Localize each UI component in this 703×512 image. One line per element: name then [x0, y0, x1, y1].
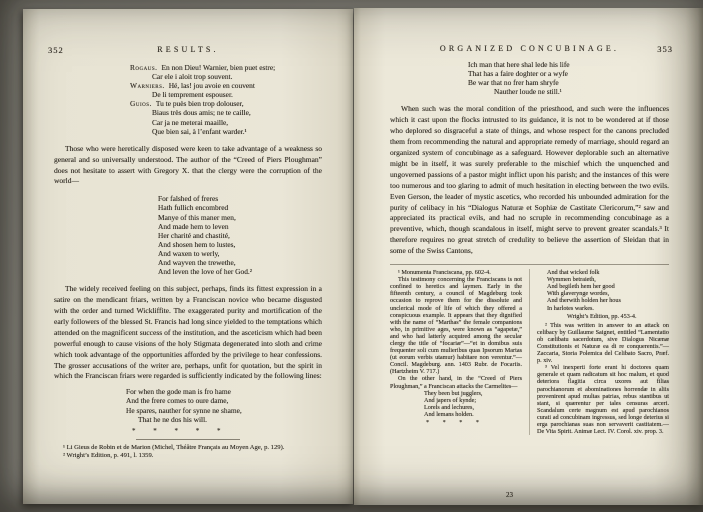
opening-verse [468, 60, 669, 96]
verse-text: Car ja ne meterai maaille, [152, 117, 229, 127]
verse-line [130, 63, 322, 72]
footnote: This testimony concerning the Franciscans is not confined to heretics and laymen. Early in the fifteenth century, a council of Magdeburg took occasion to reprove them for the dissolute and unclerical mode of life of which they offered a conspicuous example. It appears that they dignified with the name of “Marthas” the female companions who, in primitive ages, were known as “agapetæ,” and who had latterly acquired among the secular clergy the title of “focariæ”—“et in domibus suis frequenter soli cum mulieribus quas Ipsorum Martas (ut eorum verbis utamur) habitare non verentur.”—Concil. Magdeburg. ann. 1403 Rubr. de Focariis. (Hartzheim V. 717.) [390, 276, 522, 376]
verse-line [130, 108, 322, 117]
asterisk-row: * * * * * [132, 426, 221, 435]
verse-attribution: Wright’s Edition, pp. 453-4. [567, 312, 637, 320]
verse-line: Hath fullich encombred [158, 203, 229, 213]
paragraph: When such was the moral condition of the priesthood, and such were the influences which it cast upon the flocks intrusted to its guidance, it is not to be wondered at if those who deplored so disgraceful a state of things, and whose respect for the canons precluded them from recommending the natural and appropriate remedy of marriage, should regard an organized system of concubinage as a safeguard. However deplorable such an alternative might be in itself, it was surely preferable to the mischief which the unquenched and ungoverned passions of a pastor might inflict upon his parish; and the instances of this were too numerous and too glaring to admit of much hesitation in electing between the two evils. Even Gerson, the leader of mystic ascetics, who recorded his unbounded admiration for the purity of celibacy in his “Dialogus Naturæ et Sophiæ de Castitate Clericorum,”² saw and appreciated its practical evils, and had no scruple in recommending concubinage as a preventive, which, though scandalous in itself, might serve to prevent greater scandals.³ It therefore requires no great stretch of credulity to believe the assertion of Sleidan that in some of the Swiss Cantons, [390, 104, 669, 256]
footnote: ³ Vel inexperti forte erant hi doctores quam generale et quam radicatum sit hoc malum, et quod deteriora flagitia circa uxores aut filias parochianorum et abominationes horrendæ in aliis provenirent apud multas patrias, rebus stantibus ut stant, si quærentur per tales censuras arceri. Scandalum certe magnum est apud parochianos curati ad concubinam ingressus, sed longe deterius si erga parochianas suas non servaverit castitatem.—De Vita Spirit. Animæ Lect. IV. Corol. xiv. prop. 3. [537, 364, 669, 436]
verse-text: Car ele i aloit trop souvent. [152, 72, 233, 82]
verse-line: And lemans holden. [424, 410, 474, 418]
verse-line: And the frere comes to oure dame, [126, 396, 229, 406]
page-number: 353 [657, 44, 673, 54]
verse-line: Nauther loude ne still.¹ [494, 87, 562, 97]
verse-line [130, 118, 322, 127]
left-page-header [48, 45, 322, 56]
asterisk-row: * * * * [426, 419, 480, 427]
footnote: On the other hand, in the “Creed of Piers Ploughman,” a Franciscan attacks the Carmelites— [390, 375, 522, 390]
footnote-column-1 [390, 269, 522, 435]
page-number: 352 [48, 45, 64, 55]
verse-line: And made hem to leven [158, 221, 229, 231]
verse-text: Tu te puès bien trop dolouser, [155, 99, 244, 109]
right-footnotes [390, 264, 669, 435]
verse-line [130, 72, 322, 81]
verse-line: And wayven the trewethe, [158, 258, 236, 268]
verse-line: For when the gode man is fro hame [126, 387, 231, 397]
signature-mark: 23 [506, 491, 513, 499]
running-head: ORGANIZED CONCUBINAGE. [439, 44, 620, 53]
verse-line: They been but jugglers, [424, 389, 483, 397]
left-footnotes [54, 444, 322, 460]
verse-text: En non Dieu! Warnier, bien puet estre; [161, 63, 276, 72]
verse-text: Hé, las! jou avoie en couvent [168, 81, 255, 91]
verse-line: That he ne dos his will. [138, 414, 207, 424]
verse-speaker: Warniers. [130, 81, 165, 91]
verse-line: Wymmen betraieth, [547, 276, 596, 284]
satire-verse [126, 387, 322, 423]
verse-line: And japers of kynde; [424, 396, 477, 404]
verse-line: And therwith holden her hous [547, 297, 621, 305]
verse-line: Ich man that here shal lede his life [468, 60, 570, 69]
creed-verse [158, 194, 322, 276]
verse-line [130, 90, 322, 99]
verse-line: For falshed of freres [158, 194, 219, 204]
verse-line: With glaverynge wordes, [547, 290, 610, 298]
verse-line [130, 99, 322, 108]
verse-line: In harlotes warkes. [547, 304, 594, 312]
footnote-rule [136, 439, 240, 440]
verse-speaker: Guios. [130, 99, 152, 109]
verse-line: Lorels and lechures, [424, 403, 474, 411]
footnote-column-2 [529, 269, 669, 435]
verse-line: And leven the love of her God.² [158, 267, 252, 277]
verse-line: Be war that no frer ham shryfe [468, 78, 559, 88]
verse-line: He spares, nauther for synne ne shame, [126, 405, 242, 415]
verse-line: Her charité and chastité, [158, 230, 230, 240]
wicked-folk-verse [547, 269, 669, 312]
verse-text: De li temprement espouser. [152, 90, 233, 100]
left-page-content [23, 9, 353, 504]
french-dialogue-verse [130, 63, 322, 136]
verse-speaker: Rogaus. [130, 63, 158, 72]
left-page [23, 9, 353, 504]
verse-line: And shosen hem to lustes, [158, 239, 236, 249]
right-page [354, 8, 703, 505]
verse-line: That has a faire doghter or a wyfe [468, 69, 568, 79]
verse-line [130, 127, 322, 136]
right-page-header [390, 44, 673, 55]
running-head: RESULTS. [157, 45, 219, 54]
footnote: ² Wright’s Edition, p. 491, l. 1359. [63, 451, 154, 459]
paragraph: The widely received feeling on this subject, perhaps, finds its fittest expression in a satire on the mendicant friars, written by a Franciscan novice who became disgusted with the order and turned Wickliffite. The exaggerated purity and mortification of the early followers of the blessed St. Francis had long since yielded to the temptations which attended on the magnificent success of the institution, and the asceticism which had been powerful enough to cause visions of the holy Stigmata degenerated into sloth and crime which took advantage of the opportunities afforded by the privilege to hear confessions. The grosser accusations of the writer are, perhaps, unfit for quotation, but the spirit in which the Franciscan friars were regarded is sufficiently indicated by the following lines: [54, 284, 322, 381]
verse-line: And begileth hem her good [547, 283, 615, 291]
verse-text: Que bien sai, à l’enfant warder.¹ [152, 126, 247, 136]
footnote: ¹ Monumenta Franciscana, pp. 602-4. [398, 269, 491, 277]
paragraph: Those who were heretically disposed were keen to take advantage of a weakness so general and so universally understood. The author of the “Creed of Piers Ploughman” does not hesitate to assert with Gregory X. that the clergy were the corruption of the world— [54, 143, 322, 186]
footnote: ¹ Li Gieus de Robin et de Marion (Michel, Théâtre Français au Moyen Age, p. 129). [63, 443, 285, 451]
verse-line: Manye of this maner men, [158, 212, 236, 222]
verse-line: And waxen to werly, [158, 248, 220, 258]
verse-line [130, 81, 322, 90]
right-page-content [354, 8, 703, 505]
verse-text: Biaus très dous amis; ne te caille, [152, 108, 251, 118]
verse-line: And that wicked folk [547, 269, 600, 277]
footnote: ² This was written in answer to an attack on celibacy by Guillaume Saignet, entitled “Lamentatio ob cælibatu sacerdotum, sive Dialogus Nicænæ Constitutionis et Naturæ ea di re conquerentis.”—Zaccaria, Storia Polemica del Celibato Sacro, Præf. p. xiv. [537, 321, 669, 365]
carmelite-verse [424, 390, 522, 418]
